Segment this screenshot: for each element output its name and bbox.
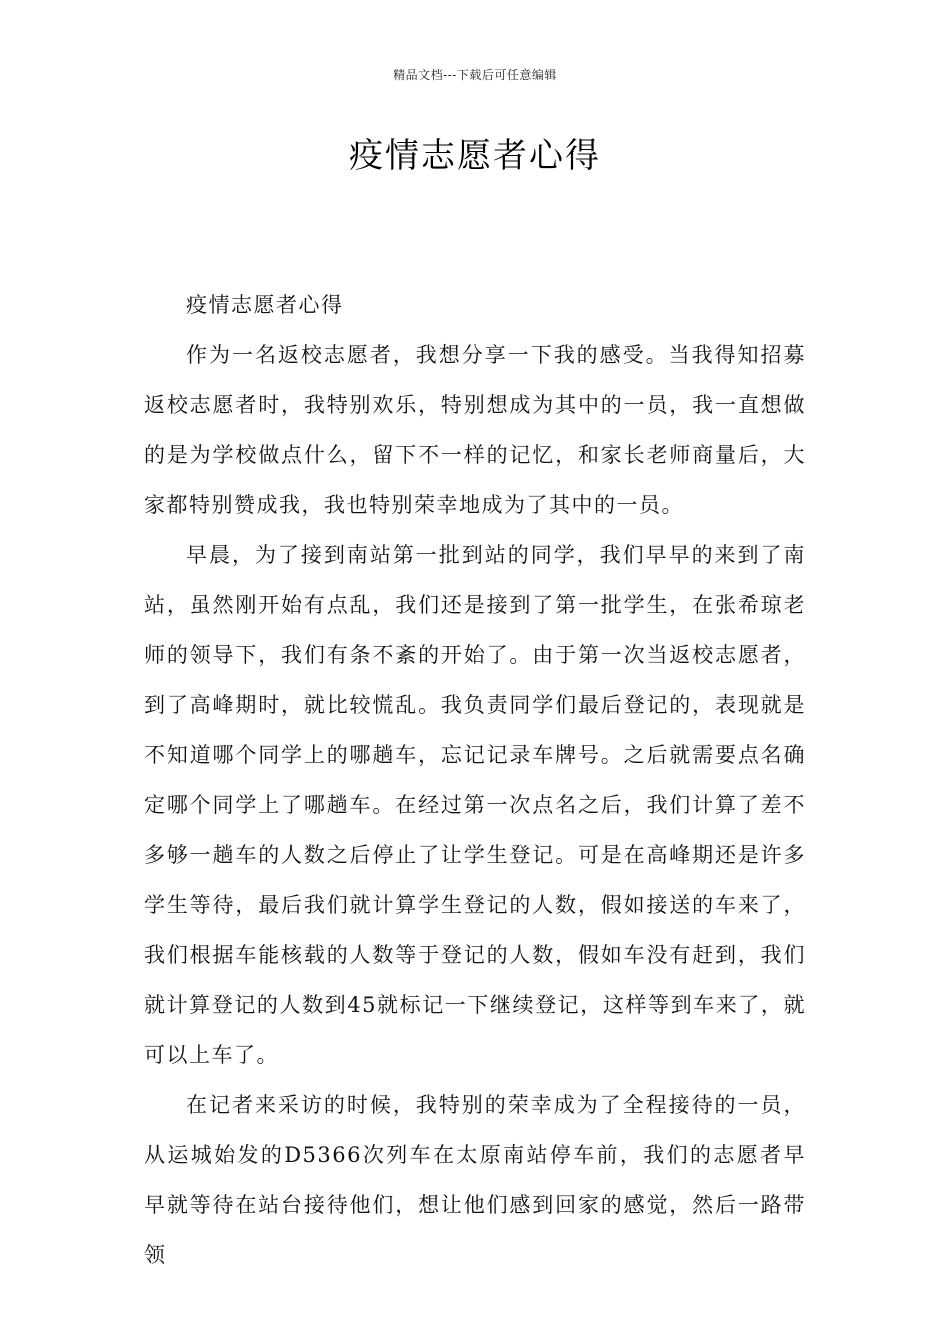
paragraph: 早晨，为了接到南站第一批到站的同学，我们早早的来到了南站，虽然刚开始有点乱，我们还是接到了第一批学生，在张希琼老师的领导下，我们有条不紊的开始了。由于第一次当返校志愿者，到了高峰期时，就比较慌乱。我负责同学们最后登记的，表现就是不知道哪个同学上的哪趟车，忘记记录车牌号。之后就需要点名确定哪个同学上了哪趟车。在经过第一次点名之后，我们计算了差不多够一趟车的人数之后停止了让学生登记。可是在高峰期还是许多学生等待，最后我们就计算学生登记的人数，假如接送的车来了，我们根据车能核载的人数等于登记的人数，假如车没有赶到，我们就计算登记的人数到45就标记一下继续登记，这样等到车来了，就可以上车了。 <box>144 543 806 1067</box>
document-body <box>144 280 806 1280</box>
paragraph-subtitle: 疫情志愿者心得 <box>186 293 344 317</box>
paragraph: 作为一名返校志愿者，我想分享一下我的感受。当我得知招募返校志愿者时，我特别欢乐，特别想成为其中的一员，我一直想做的是为学校做点什么，留下不一样的记忆，和家长老师商量后，大家都特别赞成我，我也特别荣幸地成为了其中的一员。 <box>144 343 806 517</box>
header-note: 精品文档---下载后可任意编辑 <box>393 68 557 82</box>
document-title: 疫情志愿者心得 <box>349 136 601 176</box>
paragraph: 在记者来采访的时候，我特别的荣幸成为了全程接待的一员，从运城始发的D5366次列车在太原南站停车前，我们的志愿者早早就等待在站台接待他们，想让他们感到回家的感觉，然后一路带领 <box>144 1093 806 1267</box>
